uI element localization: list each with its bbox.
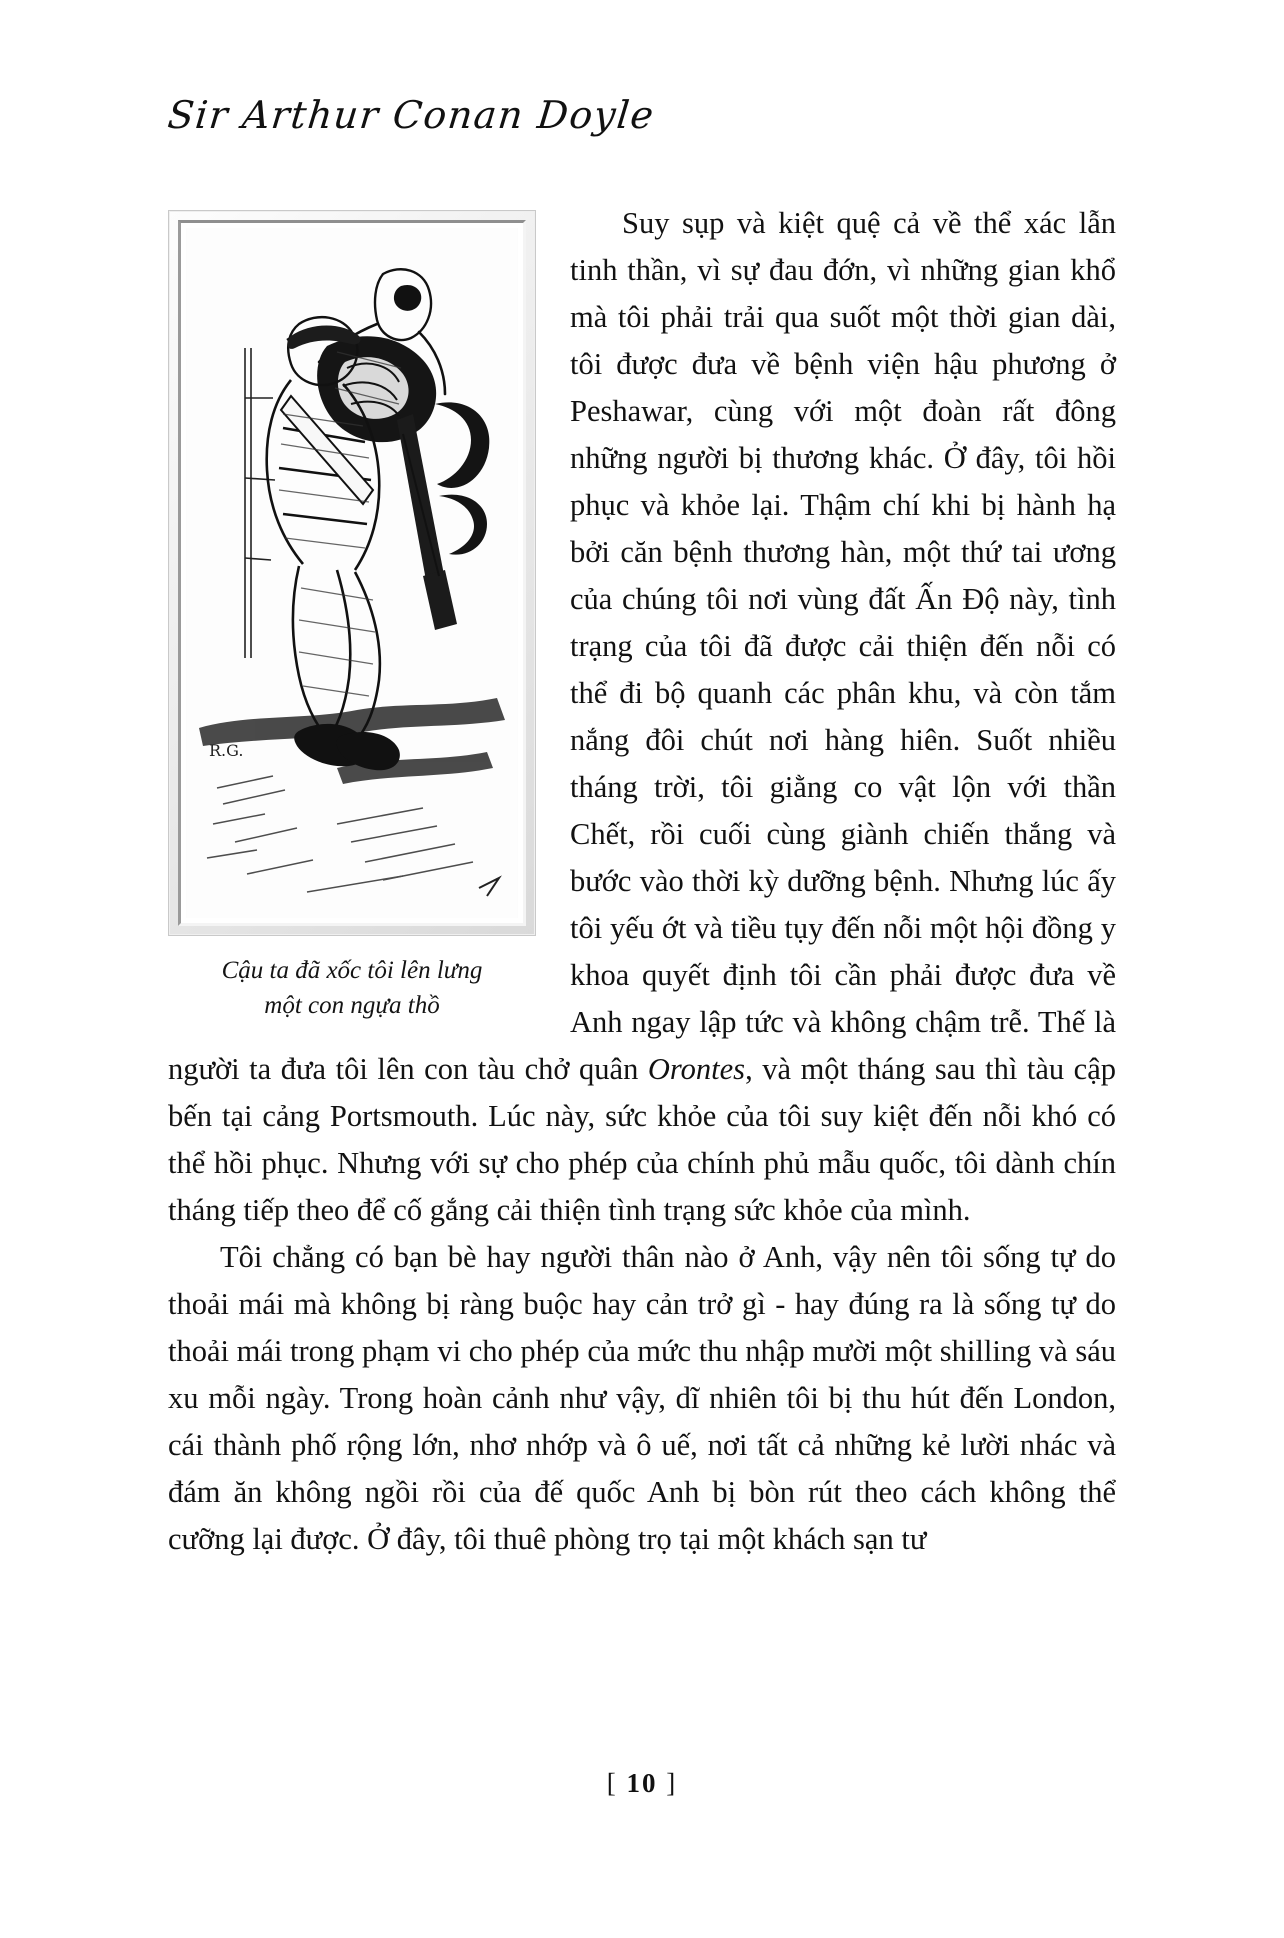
- paragraph-1-text-after-italic: , và một tháng sau thì tàu cập bến tại cảng Portsmouth. Lúc này, sức khỏe của tôi suy kiệt đến nỗi khó có thể hồi phục. Nhưng với sự cho phép của chính phủ mẫu quốc, tôi dành chín tháng tiếp theo để cố gắng cải thiện tình trạng sức khỏe của mình.: [168, 1052, 1116, 1227]
- svg-text:R.G.: R.G.: [209, 741, 244, 760]
- paragraph-2: Tôi chẳng có bạn bè hay người thân nào ở Anh, vậy nên tôi sống tự do thoải mái mà không bị ràng buộc hay cản trở gì - hay đúng ra là sống tự do thoải mái trong phạm vi cho phép của mức thu nhập mười một shilling và sáu xu mỗi ngày. Trong hoàn cảnh như vậy, dĩ nhiên tôi bị thu hút đến London, cái thành phố rộng lớn, nhơ nhớp và ô uế, nơi tất cả những kẻ lười nhác và đám ăn không ngồi rồi của đế quốc Anh bị bòn rút theo cách không thể cưỡng lại được. Ở đây, tôi thuê phòng trọ tại một khách sạn tư: [168, 1240, 1116, 1556]
- folio-open-bracket: [: [606, 1768, 618, 1798]
- folio-close-bracket: ]: [666, 1768, 678, 1798]
- picture-frame-outer: [168, 210, 536, 936]
- folio-number: 10: [626, 1768, 658, 1798]
- soldier-carrying-wounded-man-illustration: [186, 228, 518, 918]
- page-folio: [0, 1768, 1284, 1799]
- figure-block: [168, 210, 536, 1023]
- paragraph-1-text-before-italic: Suy sụp và kiệt quệ cả về thể xác lẫn tinh thần, vì sự đau đớn, vì những gian khổ mà tôi phải trải qua suốt một thời gian dài, tôi được đưa về bệnh viện hậu phương ở Peshawar, cùng với một đoàn rất đông những người bị thương khác. Ở đây, tôi hồi phục và khỏe lại. Thậm chí khi bị hành hạ bởi căn bệnh thương hàn, một thứ tai ương của chúng tôi nơi vùng đất Ấn Độ này, tình trạng của tôi đã được cải thiện đến nỗi có thể đi bộ quanh các phân khu, và còn tắm nắng đôi chút nơi hàng hiên. Suốt nhiều tháng trời, tôi giằng co vật lộn với thần Chết, rồi cuối cùng giành chiến thắng và bước vào thời kỳ dưỡng bệnh. Nhưng lúc ấy tôi yếu ớt và tiều tụy đến nỗi một hội đồng y khoa quyết định tôi cần phải được đưa về Anh ngay lập tức và không chậm trễ. Thế là người ta đưa tôi lên con tàu chở quân: [168, 206, 1116, 1086]
- running-head: Sir Arthur Conan Doyle: [165, 93, 657, 137]
- figure-caption-line-1: Cậu ta đã xốc tôi lên lưng: [221, 957, 483, 984]
- figure-caption-line-2: một con ngựa thồ: [264, 991, 440, 1019]
- page-content: [168, 200, 1116, 1563]
- picture-frame-inner: [186, 228, 518, 918]
- picture-frame-bevel: [178, 220, 526, 926]
- figure-caption: [168, 954, 536, 1023]
- ship-name-orontes: Orontes: [647, 1052, 746, 1086]
